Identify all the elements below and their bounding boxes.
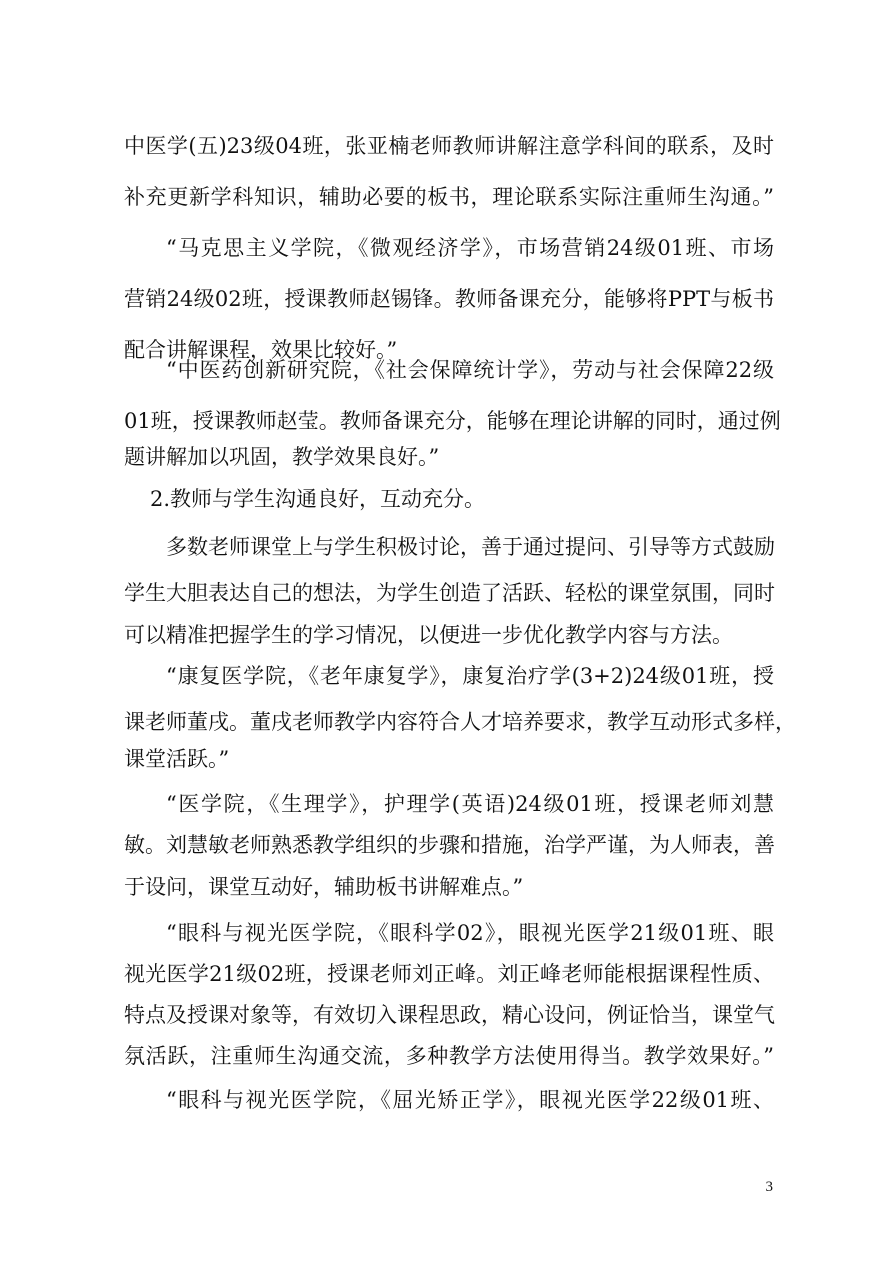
paragraph-line: “眼科与视光医学院，《屈光矫正学》，眼视光医学22级01班、 <box>166 1088 774 1112</box>
paragraph-line: “中医药创新研究院，《社会保障统计学》，劳动与社会保障22级 <box>166 358 774 382</box>
text-line: 氛活跃，注重师生沟通交流，多种教学方法使用得当。教学效果好。” <box>124 1044 774 1068</box>
text-line: 01班，授课教师赵莹。教师备课充分，能够在理论讲解的同时，通过例 <box>124 409 781 433</box>
paragraph-line: 多数老师课堂上与学生积极讨论，善于通过提问、引导等方式鼓励 <box>166 535 775 559</box>
paragraph-line: “康复医学院，《老年康复学》，康复治疗学(3+2)24级01班，授 <box>166 664 774 688</box>
text-line: 可以精准把握学生的学习情况，以便进一步优化教学内容与方法。 <box>124 623 733 647</box>
text-line: 课堂活跃。” <box>124 747 230 771</box>
text-line: 配合讲解课程，效果比较好。” <box>124 338 398 362</box>
section-heading: 2.教师与学生沟通良好，互动充分。 <box>150 487 486 511</box>
paragraph-line: “眼科与视光医学院，《眼科学02》，眼视光医学21级01班、眼 <box>166 921 774 945</box>
page-number: 3 <box>765 1179 773 1195</box>
paragraph-line: “医学院，《生理学》，护理学(英语)24级01班，授课老师刘慧 <box>166 792 774 816</box>
text-line: 补充更新学科知识，辅助必要的板书，理论联系实际注重师生沟通。” <box>124 185 774 209</box>
text-line: 敏。刘慧敏老师熟悉教学组织的步骤和措施，治学严谨，为人师表，善 <box>124 833 775 857</box>
text-line: 视光医学21级02班，授课老师刘正峰。刘正峰老师能根据课程性质、 <box>124 962 774 986</box>
text-line: 于设问，课堂互动好，辅助板书讲解难点。” <box>124 875 524 899</box>
text-line: 中医学(五)23级04班，张亚楠老师教师讲解注意学科间的联系，及时 <box>124 134 774 158</box>
text-line: 课老师董戌。董戌老师教学内容符合人才培养要求，教学互动形式多样， <box>124 710 796 734</box>
text-line: 特点及授课对象等，有效切入课程思政，精心设问，例证恰当，课堂气 <box>124 1003 775 1027</box>
paragraph-line: “马克思主义学院，《微观经济学》，市场营销24级01班、市场 <box>166 236 774 260</box>
text-line: 学生大胆表达自己的想法，为学生创造了活跃、轻松的课堂氛围，同时 <box>124 581 775 605</box>
text-line: 题讲解加以巩固，教学效果良好。” <box>124 445 440 469</box>
text-line: 营销24级02班，授课教师赵锡锋。教师备课充分，能够将PPT与板书 <box>124 287 774 311</box>
